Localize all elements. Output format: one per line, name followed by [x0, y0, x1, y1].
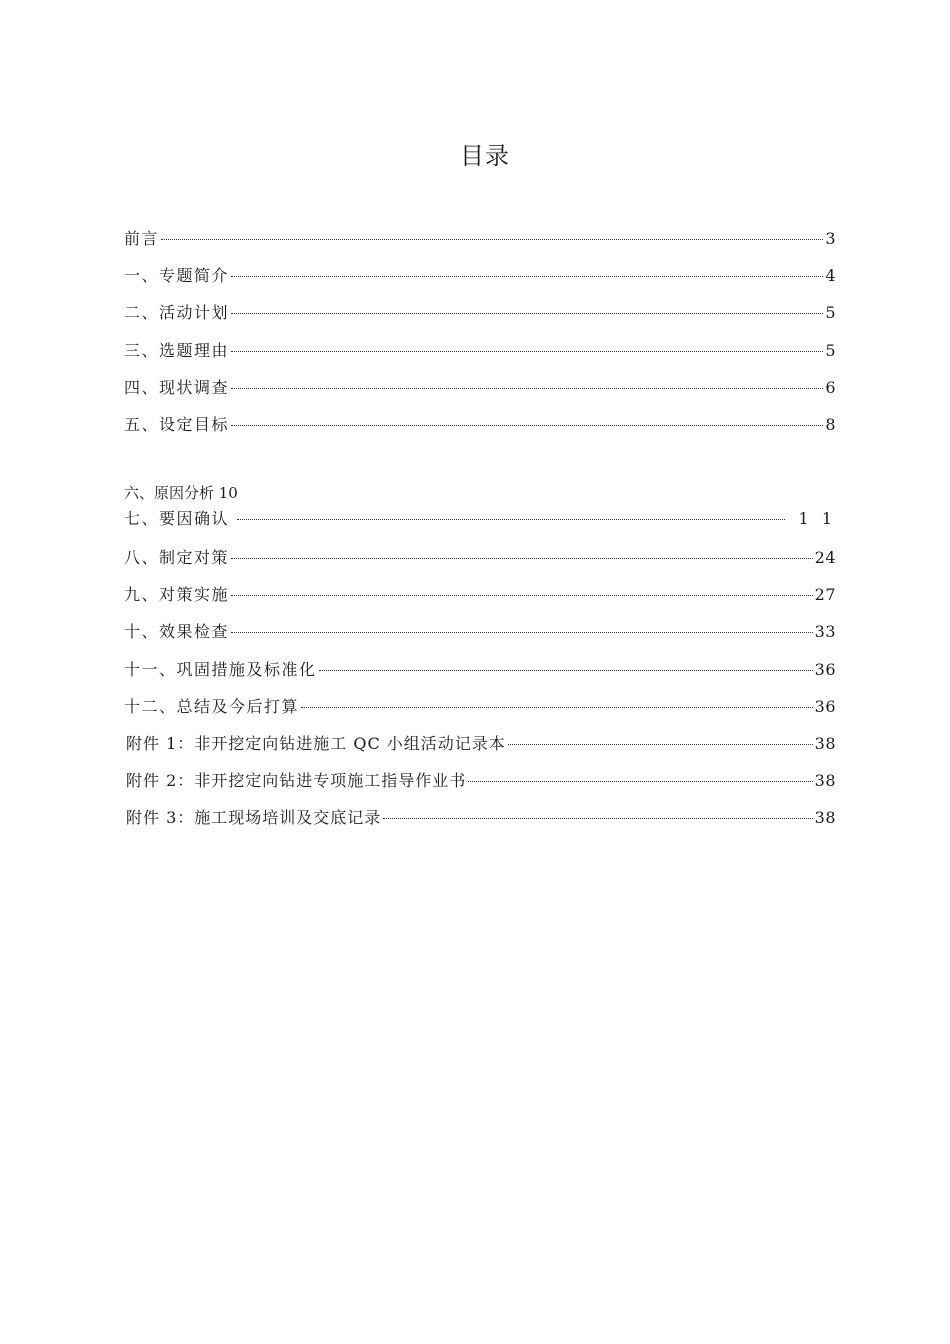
toc-entry[interactable]	[124, 226, 836, 248]
toc-leader-dots	[231, 351, 823, 352]
toc-leader-dots	[383, 818, 812, 819]
toc-entry[interactable]	[124, 805, 836, 827]
toc-entry-label: 八、制定对策	[124, 548, 230, 567]
toc-entry[interactable]	[124, 582, 836, 604]
toc-entry-label: 十、效果检查	[124, 622, 230, 641]
toc-leader-dots	[231, 388, 823, 389]
toc-entry-page: 38	[814, 808, 836, 827]
toc-leader-dots	[231, 276, 823, 277]
toc-entry-page: 3	[825, 229, 836, 248]
toc-leader-dots	[508, 744, 813, 745]
toc-entry[interactable]	[124, 731, 836, 753]
toc-entry-page: 1 1	[798, 509, 836, 528]
toc-entry-label: 七、要因确认	[124, 509, 230, 528]
toc-entry-page: 6	[825, 378, 836, 397]
page-title: 目录	[460, 142, 510, 170]
toc-entry-label: 二、活动计划	[124, 303, 230, 322]
toc-leader-dots	[231, 558, 813, 559]
toc-entry[interactable]	[124, 657, 836, 679]
toc-entry[interactable]	[124, 619, 836, 641]
toc-leader-dots	[301, 707, 813, 708]
toc-entry[interactable]	[124, 412, 836, 434]
toc-entry-label[interactable]: 六、原因分析 10	[124, 484, 238, 502]
toc-leader-dots	[319, 670, 813, 671]
toc-entry-page: 5	[825, 341, 836, 360]
toc-entry-page: 36	[814, 660, 836, 679]
toc-entry-label: 四、现状调查	[124, 378, 230, 397]
toc-entry[interactable]	[124, 694, 836, 716]
toc-entry-page: 4	[825, 266, 836, 285]
toc-entry-label: 附件 2：非开挖定向钻进专项施工指导作业书	[126, 771, 467, 790]
toc-leader-dots	[161, 239, 823, 240]
toc-entry[interactable]	[124, 768, 836, 790]
toc-entry-page: 8	[825, 415, 836, 434]
toc-leader-dots	[231, 632, 813, 633]
toc-entry[interactable]	[124, 375, 836, 397]
toc-entry-label: 十二、总结及今后打算	[124, 697, 300, 716]
toc-entry-page: 38	[814, 771, 836, 790]
toc-leader-dots	[231, 425, 823, 426]
toc-entry-page: 24	[814, 548, 836, 567]
toc-entry-page: 38	[814, 734, 836, 753]
toc-entry-label: 附件 1：非开挖定向钻进施工 QC 小组活动记录本	[126, 734, 506, 753]
toc-entry-label: 一、专题简介	[124, 266, 230, 285]
toc-leader-dots	[231, 313, 823, 314]
toc-entry-page: 5	[825, 303, 836, 322]
toc-leader-dots	[468, 781, 812, 782]
toc-entry[interactable]	[124, 506, 836, 528]
toc-leader-dots	[237, 519, 785, 520]
toc-entry[interactable]	[124, 263, 836, 285]
toc-entry[interactable]	[124, 338, 836, 360]
toc-entry-label: 十一、巩固措施及标准化	[124, 660, 317, 679]
toc-entry-page: 36	[814, 697, 836, 716]
toc-entry-label: 五、设定目标	[124, 415, 230, 434]
toc-entry-label: 三、选题理由	[124, 341, 230, 360]
toc-entry-label: 前言	[124, 229, 160, 248]
toc-entry[interactable]	[124, 300, 836, 322]
toc-entry-label: 九、对策实施	[124, 585, 230, 604]
toc-leader-dots	[231, 595, 813, 596]
toc-entry[interactable]	[124, 545, 836, 567]
toc-entry-page: 33	[814, 622, 836, 641]
toc-entry-label: 附件 3：施工现场培训及交底记录	[126, 808, 382, 827]
toc-entry-page: 27	[814, 585, 836, 604]
